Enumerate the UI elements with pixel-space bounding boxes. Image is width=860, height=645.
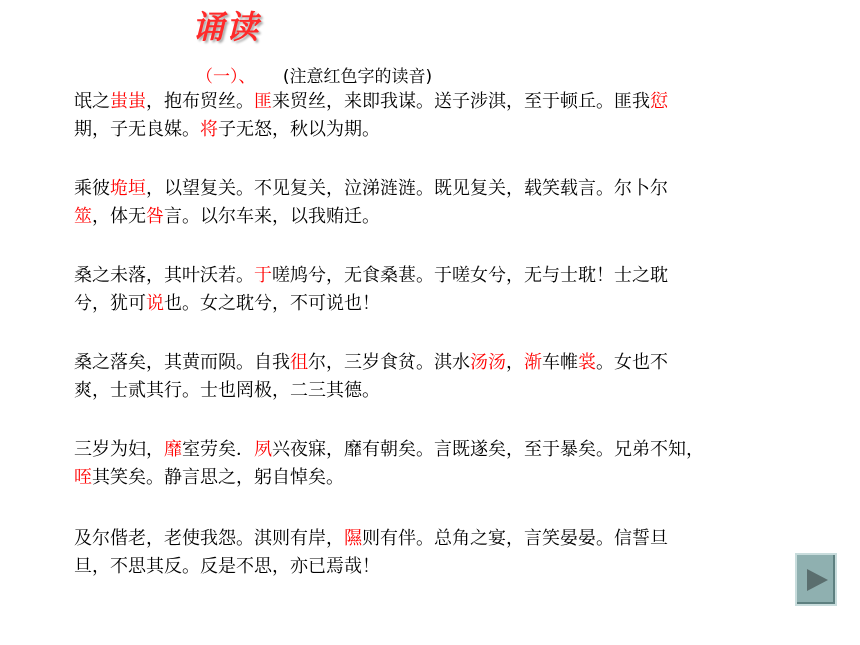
highlighted-character: 说 [146,293,164,314]
highlighted-character: 将 [200,119,218,140]
poem-line [74,553,834,581]
slide-title: 诵读 [192,8,261,46]
highlighted-character: 垝垣 [110,178,146,199]
highlighted-character: 裳 [578,352,596,373]
poem-text: 期，子无良媒。 [74,119,200,140]
poem-stanza-4 [74,349,834,405]
poem-text: 桑之落矣，其黄而陨。自我 [74,352,290,373]
poem-line [74,88,834,116]
poem-text: 旦，不思其反。反是不思，亦已焉哉！ [74,556,380,577]
poem-text: ，体无 [92,206,146,227]
poem-text: 言。以尔车来，以我贿迁。 [164,206,380,227]
highlighted-character: 匪 [254,91,272,112]
poem-stanza-2 [74,175,834,231]
poem-line [74,175,834,203]
poem-text: 来贸丝，来即我谋。送子涉淇，至于顿丘。匪我 [272,91,650,112]
poem-text: 尔，三岁食贫。淇水 [308,352,470,373]
highlighted-character: 夙 [254,439,272,460]
highlighted-character: 筮 [74,206,92,227]
highlighted-character: 靡 [164,439,182,460]
poem-text: 室劳矣． [182,439,254,460]
poem-text: 兮，犹可 [74,293,146,314]
poem-text: ，抱布贸丝。 [146,91,254,112]
poem-line [74,116,834,144]
poem-text: 桑之未落，其叶沃若。 [74,265,254,286]
poem-text: 嗟鸠兮，无食桑葚。于嗟女兮，无与士耽！士之耽 [272,265,668,286]
highlighted-character: 渐 [524,352,542,373]
poem-line [74,436,834,464]
poem-stanza-5 [74,436,834,492]
poem-text: ， [506,352,524,373]
next-slide-button[interactable] [795,553,837,606]
reading-note: (注意红色字的读音) [282,67,433,87]
poem-line [74,464,834,492]
poem-line [74,377,834,405]
section-number: （一）、 [196,67,256,87]
poem-text: 爽，士贰其行。士也罔极，二三其德。 [74,380,380,401]
poem-line [74,290,834,318]
poem-line [74,203,834,231]
poem-stanza-6 [74,525,834,581]
poem-line [74,525,834,553]
play-triangle-icon [804,567,830,593]
poem-text: 氓之 [74,91,110,112]
highlighted-character: 于 [254,265,272,286]
poem-text: 乘彼 [74,178,110,199]
poem-line [74,262,834,290]
poem-text: 及尔偕老，老使我怨。淇则有岸， [74,528,344,549]
poem-line [74,349,834,377]
highlighted-character: 愆 [650,91,668,112]
poem-text: 三岁为妇， [74,439,164,460]
poem-stanza-1 [74,88,834,144]
poem-text: 。女也不 [596,352,668,373]
poem-text: ，以望复关。不见复关，泣涕涟涟。既见复关，载笑载言。尔卜尔 [146,178,668,199]
poem-text: 兴夜寐，靡有朝矣。言既遂矣，至于暴矣。兄弟不知， [272,439,704,460]
highlighted-character: 咥 [74,467,92,488]
highlighted-character: 咎 [146,206,164,227]
poem-text: 其笑矣。静言思之，躬自悼矣。 [92,467,344,488]
poem-text: 也。女之耽兮，不可说也！ [164,293,380,314]
highlighted-character: 蚩蚩 [110,91,146,112]
poem-stanza-3 [74,262,834,318]
highlighted-character: 徂 [290,352,308,373]
highlighted-character: 汤汤 [470,352,506,373]
poem-text: 车帷 [542,352,578,373]
section-heading [196,66,432,88]
highlighted-character: 隰 [344,528,362,549]
poem-text: 子无怒，秋以为期。 [218,119,380,140]
poem-text: 则有伴。总角之宴，言笑晏晏。信誓旦 [362,528,668,549]
